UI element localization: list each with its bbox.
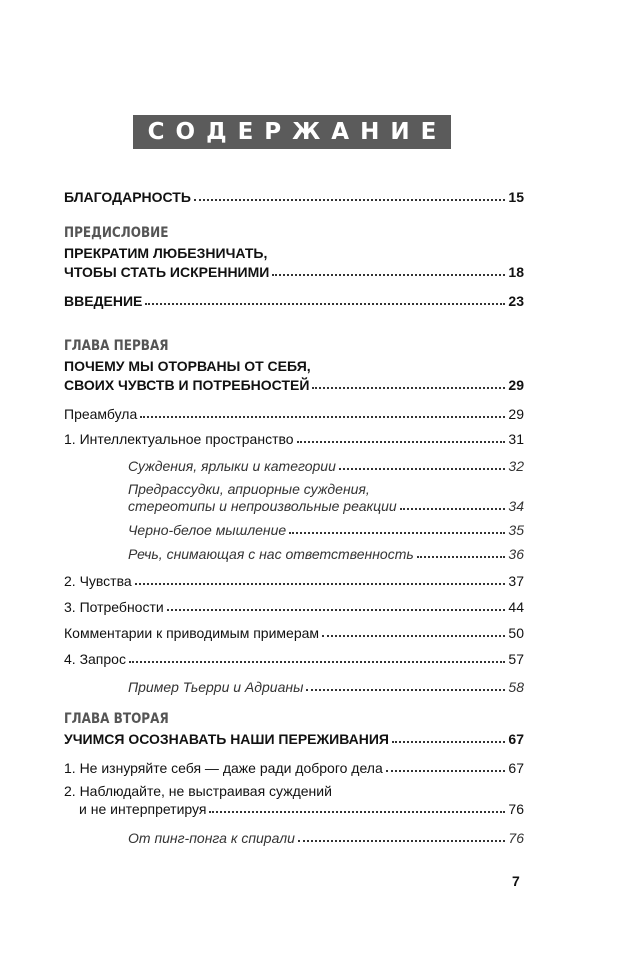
toc-entry-judgments[interactable] <box>128 458 524 474</box>
table-of-contents <box>64 0 524 970</box>
toc-label: Комментарии к приводимым примерам <box>64 625 320 641</box>
toc-label: Пример Тьерри и Адрианы <box>128 679 304 695</box>
toc-entry-speech[interactable] <box>128 546 524 562</box>
prejudice-title-line: Предрассудки, априорные суждения, <box>128 481 370 497</box>
toc-label: Черно-белое мышление <box>128 522 287 538</box>
toc-entry-pingpong[interactable] <box>128 830 524 846</box>
toc-page: 32 <box>508 458 524 474</box>
toc-label: УЧИМСЯ ОСОЗНАВАТЬ НАШИ ПЕРЕЖИВАНИЯ <box>64 731 389 747</box>
leader-dots <box>417 556 506 558</box>
toc-entry-preface[interactable] <box>64 264 524 280</box>
toc-entry-intro[interactable] <box>64 293 524 309</box>
leader-dots <box>194 199 506 201</box>
toc-label: СВОИХ ЧУВСТВ И ПОТРЕБНОСТЕЙ <box>64 377 310 393</box>
leader-dots <box>135 583 506 585</box>
leader-dots <box>209 811 505 813</box>
toc-page: 31 <box>508 431 524 447</box>
toc-entry-prejudice[interactable] <box>128 498 524 514</box>
toc-page: 18 <box>508 264 524 280</box>
leader-dots <box>339 468 506 470</box>
leader-dots <box>289 532 505 534</box>
leader-dots <box>272 274 505 276</box>
leader-dots <box>386 770 506 772</box>
toc-entry-exhaust[interactable] <box>64 760 524 776</box>
toc-label: 3. Потребности <box>64 599 164 615</box>
toc-entry-observe[interactable] <box>79 801 524 817</box>
leader-dots <box>297 441 506 443</box>
toc-label: Преамбула <box>64 406 138 422</box>
toc-entry-chapter-2[interactable] <box>64 731 524 747</box>
toc-page: 35 <box>508 522 524 538</box>
observe-title-line: 2. Наблюдайте, не выстраивая суждений <box>64 783 332 799</box>
toc-label: ВВЕДЕНИЕ <box>64 293 143 309</box>
toc-entry-chapter-1[interactable] <box>64 377 524 393</box>
toc-page: 76 <box>508 801 524 817</box>
leader-dots <box>322 635 505 637</box>
leader-dots <box>392 741 505 743</box>
toc-page: 36 <box>508 546 524 562</box>
leader-dots <box>298 840 506 842</box>
toc-entry-request[interactable] <box>64 651 524 667</box>
toc-page: 50 <box>508 625 524 641</box>
toc-entry-comments[interactable] <box>64 625 524 641</box>
preface-title-line: ПРЕКРАТИМ ЛЮБЕЗНИЧАТЬ, <box>64 245 268 261</box>
leader-dots <box>312 387 505 389</box>
toc-label: 1. Не изнуряйте себя — даже ради доброго дела <box>64 760 383 776</box>
toc-page: 37 <box>508 573 524 589</box>
section-label-chapter-2: ГЛАВА ВТОРАЯ <box>64 711 169 727</box>
leader-dots <box>400 508 506 510</box>
toc-label: 2. Чувства <box>64 573 132 589</box>
toc-page: 29 <box>508 406 524 422</box>
toc-label: 4. Запрос <box>64 651 126 667</box>
leader-dots <box>167 609 506 611</box>
page-title: СОДЕРЖАНИЕ <box>133 115 451 149</box>
toc-page: 76 <box>508 830 524 846</box>
toc-entry-thanks[interactable] <box>64 189 524 205</box>
toc-label: и не интерпретируя <box>79 801 207 817</box>
toc-label: 1. Интеллектуальное пространство <box>64 431 294 447</box>
section-label-chapter-1: ГЛАВА ПЕРВАЯ <box>64 338 169 354</box>
toc-label: Суждения, ярлыки и категории <box>128 458 336 474</box>
toc-page: 67 <box>508 731 524 747</box>
toc-page: 44 <box>508 599 524 615</box>
toc-page: 67 <box>508 760 524 776</box>
toc-entry-intellect[interactable] <box>64 431 524 447</box>
toc-entry-preamble[interactable] <box>64 406 524 422</box>
toc-label: От пинг-понга к спирали <box>128 830 295 846</box>
leader-dots <box>145 303 505 305</box>
toc-entry-feelings[interactable] <box>64 573 524 589</box>
toc-label: БЛАГОДАРНОСТЬ <box>64 189 191 205</box>
toc-entry-needs[interactable] <box>64 599 524 615</box>
toc-label: Речь, снимающая с нас ответственность <box>128 546 414 562</box>
toc-page: 57 <box>508 651 524 667</box>
toc-label: ЧТОБЫ СТАТЬ ИСКРЕННИМИ <box>64 264 270 280</box>
page-number: 7 <box>512 873 520 889</box>
toc-page: 58 <box>508 679 524 695</box>
toc-page: 34 <box>508 498 524 514</box>
toc-page: 15 <box>508 189 524 205</box>
toc-label: стереотипы и непроизвольные реакции <box>128 498 397 514</box>
toc-page: 29 <box>508 377 524 393</box>
toc-page: 23 <box>508 293 524 309</box>
toc-entry-blackwhite[interactable] <box>128 522 524 538</box>
leader-dots <box>140 416 505 418</box>
leader-dots <box>306 689 505 691</box>
chapter-1-title-line: ПОЧЕМУ МЫ ОТОРВАНЫ ОТ СЕБЯ, <box>64 358 311 374</box>
leader-dots <box>129 661 505 663</box>
section-label-preface: ПРЕДИСЛОВИЕ <box>64 225 169 241</box>
toc-entry-example[interactable] <box>128 679 524 695</box>
